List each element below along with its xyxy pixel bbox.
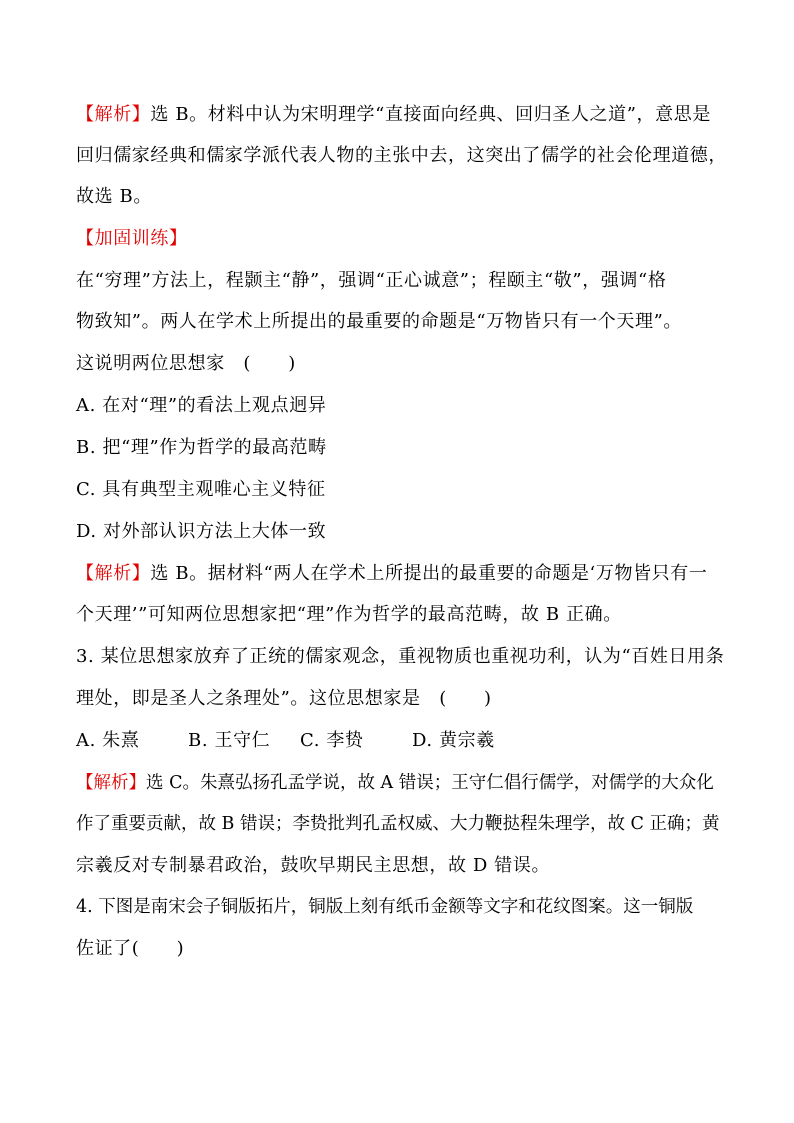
analysis-1-line-2: 回归儒家经典和儒家学派代表人物的主张中去，这突出了儒学的社会伦理道德， xyxy=(76,145,727,166)
analysis-tag: 【解析】 xyxy=(76,563,151,584)
question-3-line-2: 理处，即是圣人之条理处”。这位思想家是 ( ) xyxy=(76,688,492,709)
question-3-option-a: A. 朱熹 xyxy=(76,730,140,751)
question-2-line-2: 物致知”。两人在学术上所提出的最重要的命题是“万物皆只有一个天理”。 xyxy=(76,311,683,332)
analysis-tag: 【解析】 xyxy=(76,104,151,125)
analysis-3-line-3: 宗羲反对专制暴君政治，鼓吹早期民主思想，故 D 错误。 xyxy=(76,855,551,876)
question-3-option-c: C. 李贽 xyxy=(300,730,364,751)
question-2-line-3: 这说明两位思想家 ( ) xyxy=(76,353,296,374)
question-3-options xyxy=(76,730,495,752)
analysis-3-line-2: 作了重要贡献，故 B 错误；李贽批判孔孟权威、大力鞭挞程朱理学，故 C 正确；黄 xyxy=(76,814,720,834)
question-4-line-2: 佐证了( ) xyxy=(76,938,185,959)
question-2-option-a: A. 在对“理”的看法上观点迥异 xyxy=(76,395,327,416)
analysis-1-line-1: 【解析】选 B。材料中认为宋明理学“直接面向经典、回归圣人之道”，意思是 xyxy=(76,104,711,125)
question-3-option-b: B. 王守仁 xyxy=(188,730,271,751)
analysis-2-line-2: 个天理’”可知两位思想家把“理”作为哲学的最高范畴，故 B 正确。 xyxy=(76,604,622,625)
question-2-option-d: D. 对外部认识方法上大体一致 xyxy=(76,521,327,542)
question-2-option-b: B. 把“理”作为哲学的最高范畴 xyxy=(76,437,327,458)
analysis-3-line-1: 【解析】选 C。朱熹弘扬孔孟学说，故 A 错误；王守仁倡行儒学，对儒学的大众化 xyxy=(76,773,714,793)
question-3-option-d: D. 黄宗羲 xyxy=(412,730,495,751)
analysis-1-line-3: 故选 B。 xyxy=(76,186,152,207)
reinforce-heading: 【加固训练】 xyxy=(76,228,188,249)
question-2-option-c: C. 具有典型主观唯心主义特征 xyxy=(76,479,326,500)
question-2-line-1: 在“穷理”方法上，程颢主“静”，强调“正心诚意”；程颐主“敬”，强调“格 xyxy=(76,270,667,291)
analysis-2-line-1: 【解析】选 B。据材料“两人在学术上所提出的最重要的命题是‘万物皆只有一 xyxy=(76,563,708,584)
question-4-line-1: 4. 下图是南宋会子铜版拓片，铜版上刻有纸币金额等文字和花纹图案。这一铜版 xyxy=(76,897,694,917)
question-3-line-1: 3. 某位思想家放弃了正统的儒家观念，重视物质也重视功利，认为“百姓日用条 xyxy=(76,646,725,667)
analysis-tag: 【解析】 xyxy=(76,773,146,793)
